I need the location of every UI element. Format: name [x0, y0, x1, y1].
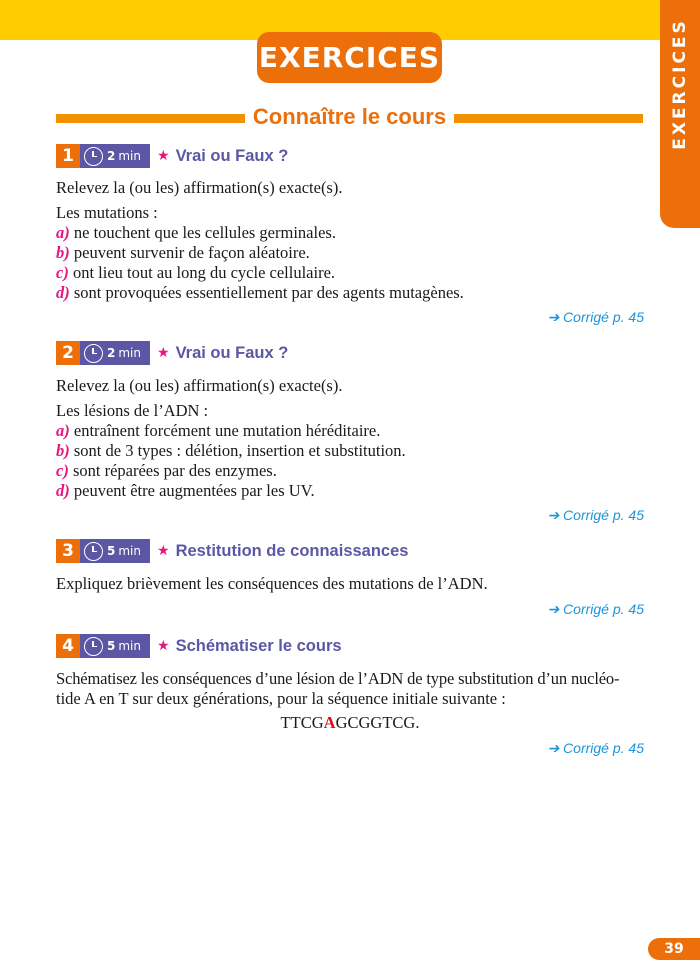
exercise-2-body — [56, 376, 646, 501]
option-d: d) peuvent être augmentées par les UV. — [56, 481, 315, 500]
section-bar-left — [56, 114, 245, 123]
section-title: Connaître le cours — [252, 104, 447, 129]
time-value: 2 — [107, 346, 116, 360]
clock-icon — [84, 542, 103, 561]
exercise-title: Schématiser le cours — [175, 636, 342, 655]
corrige-link[interactable]: ➔ Corrigé p. 45 — [547, 507, 644, 523]
exercise-3-header — [56, 539, 408, 563]
substituted-nucleotide: A — [323, 713, 336, 732]
side-tab-label: EXERCICES — [670, 18, 690, 150]
section-header — [56, 100, 643, 134]
exercise-1-header — [56, 144, 288, 168]
exercise-title: Vrai ou Faux ? — [175, 146, 289, 165]
exercise-number: 2 — [56, 341, 80, 365]
option-d: d) sont provoquées essentiellement par des agents mutagènes. — [56, 283, 464, 302]
time-unit: min — [118, 639, 141, 653]
instruction: Relevez la (ou les) affirmation(s) exacte(s). — [56, 376, 343, 395]
star-icon: ★ — [157, 148, 170, 164]
instruction: Relevez la (ou les) affirmation(s) exacte(s). — [56, 178, 343, 197]
exercise-2-header — [56, 341, 288, 365]
option-a: a) ne touchent que les cellules germinales. — [56, 223, 336, 242]
exercise-title: Restitution de connaissances — [175, 541, 409, 560]
clock-icon — [84, 344, 103, 363]
clock-icon — [84, 147, 103, 166]
option-c: c) ont lieu tout au long du cycle cellulaire. — [56, 263, 336, 282]
star-icon: ★ — [157, 638, 170, 654]
exercise-1-body — [56, 178, 646, 303]
exercise-4-header — [56, 634, 342, 658]
corrige-link[interactable]: ➔ Corrigé p. 45 — [547, 309, 644, 325]
dna-sequence: TTCGAGCGGTCG. — [280, 713, 420, 732]
exercise-number: 3 — [56, 539, 80, 563]
exercise-3-body — [56, 574, 646, 594]
time-value: 5 — [107, 544, 116, 558]
side-chapter-tab — [660, 0, 700, 228]
option-b: b) peuvent survenir de façon aléatoire. — [56, 243, 310, 262]
corrige-link[interactable]: ➔ Corrigé p. 45 — [547, 601, 644, 617]
time-unit: min — [118, 346, 141, 360]
option-b: b) sont de 3 types : délétion, insertion et substitution. — [56, 441, 406, 460]
clock-icon — [84, 637, 103, 656]
page-title: EXERCICES — [257, 32, 442, 83]
section-bar-right — [454, 114, 643, 123]
star-icon: ★ — [157, 543, 170, 559]
instruction: Expliquez brièvement les conséquences des mutations de l’ADN. — [56, 574, 488, 593]
stem: Les mutations : — [56, 203, 158, 222]
option-c: c) sont réparées par des enzymes. — [56, 461, 277, 480]
instruction-line-1: Schématisez les conséquences d’une lésion de l’ADN de type substitution d’un nucléo- — [56, 669, 620, 688]
stem: Les lésions de l’ADN : — [56, 401, 209, 420]
time-badge — [80, 341, 150, 365]
time-unit: min — [118, 544, 141, 558]
time-badge — [80, 634, 150, 658]
option-a: a) entraînent forcément une mutation héréditaire. — [56, 421, 381, 440]
time-badge — [80, 144, 150, 168]
time-value: 5 — [107, 639, 116, 653]
exercise-number: 4 — [56, 634, 80, 658]
corrige-link[interactable]: ➔ Corrigé p. 45 — [547, 740, 644, 756]
exercise-number: 1 — [56, 144, 80, 168]
time-value: 2 — [107, 149, 116, 163]
time-badge — [80, 539, 150, 563]
exercise-4-body — [56, 669, 648, 709]
exercise-title: Vrai ou Faux ? — [175, 343, 289, 362]
star-icon: ★ — [157, 345, 170, 361]
instruction-line-2: tide A en T sur deux générations, pour la séquence initiale suivante : — [56, 689, 506, 708]
time-unit: min — [118, 149, 141, 163]
page-number: 39 — [648, 938, 700, 960]
